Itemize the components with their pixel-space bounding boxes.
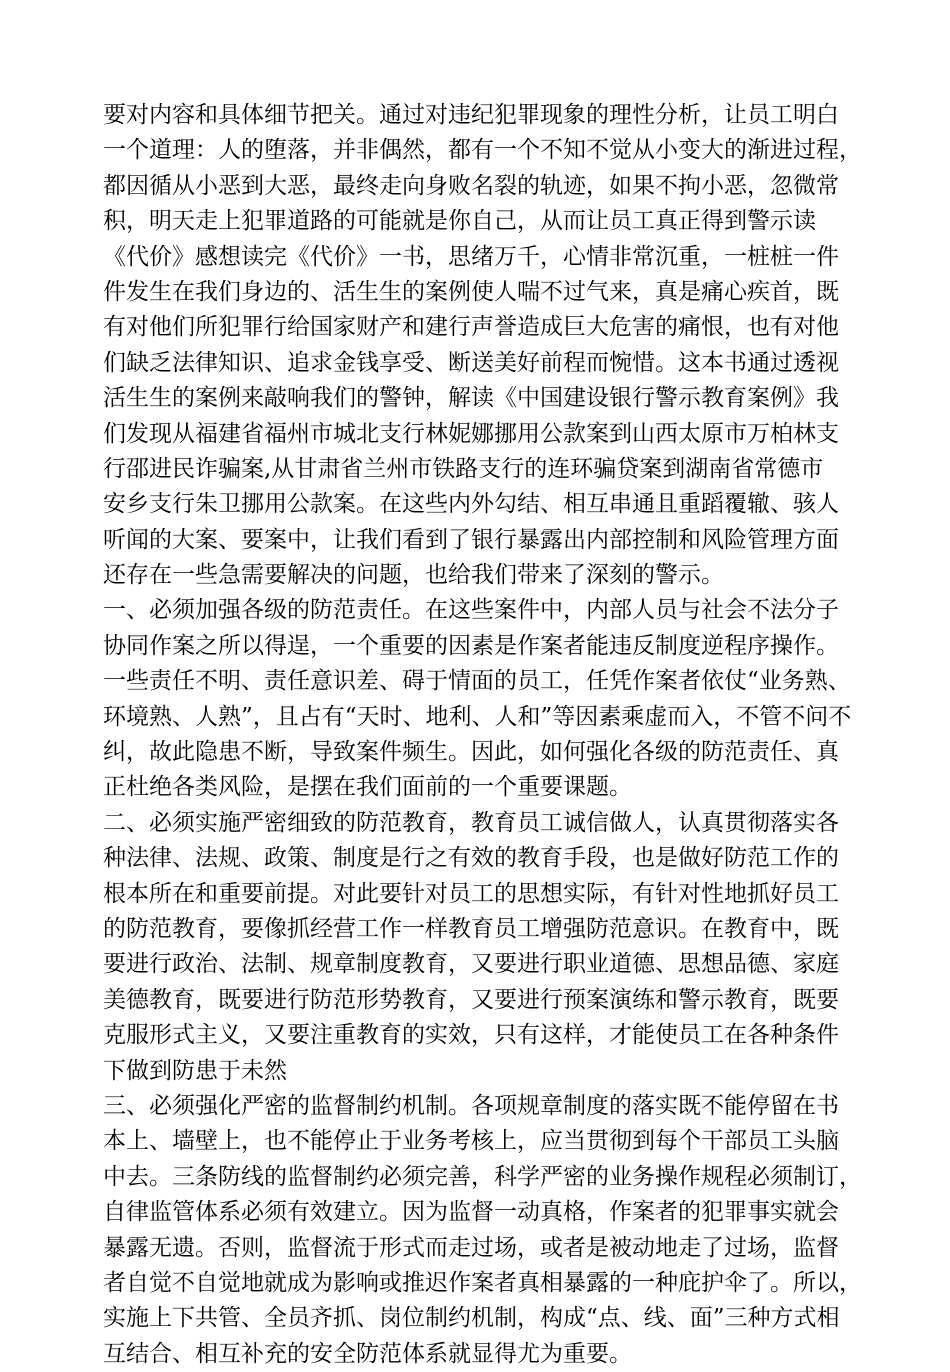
text-line: 有对他们所犯罪行给国家财产和建行声誉造成巨大危害的痛恨，也有对他 [103, 314, 839, 341]
text-line: 自律监管体系必须有效建立。因为监督一动真格，作案者的犯罪事实就会 [103, 1199, 839, 1226]
text-line: 行邵进民诈骗案,从甘肃省兰州市铁路支行的连环骗贷案到湖南省常德市 [103, 455, 824, 482]
text-line: 三、必须强化严密的监督制约机制。各项规章制度的落实既不能停留在书 [103, 1092, 839, 1119]
text-line: 正杜绝各类风险，是摆在我们面前的一个重要课题。 [103, 774, 632, 801]
text-line: 种法律、法规、政策、制度是行之有效的教育手段，也是做好防范工作的 [103, 845, 839, 872]
text-line: 们发现从福建省福州市城北支行林妮娜挪用公款案到山西太原市万柏林支 [103, 420, 839, 447]
text-line: 协同作案之所以得逞，一个重要的因素是作案者能违反制度逆程序操作。 [103, 632, 839, 659]
text-line: 者自觉不自觉地就成为影响或推迟作案者真相暴露的一种庇护伞了。所以， [103, 1269, 862, 1296]
text-line: 实施上下共管、全员齐抓、岗位制约机制，构成“点、线、面”三种方式相 [103, 1305, 840, 1332]
text-line: 都因循从小恶到大恶，最终走向身败名裂的轨迹，如果不拘小恶，忽微常 [103, 172, 839, 199]
text-line: 《代价》感想读完《代价》一书，思绪万千，心情非常沉重，一桩桩一件 [103, 243, 839, 270]
text-line: 环境熟、人熟”，且占有“天时、地利、人和”等因素乘虚而入，不管不问不 [103, 703, 852, 730]
text-line: 下做到防患于未然 [103, 1057, 287, 1084]
text-line: 积，明天走上犯罪道路的可能就是你自己，从而让员工真正得到警示读 [103, 208, 816, 235]
text-line: 听闻的大案、要案中，让我们看到了银行暴露出内部控制和风险管理方面 [103, 526, 839, 553]
text-line: 一、必须加强各级的防范责任。在这些案件中，内部人员与社会不法分子 [103, 597, 839, 624]
text-line: 活生生的案例来敲响我们的警钟，解读《中国建设银行警示教育案例》我 [103, 385, 839, 412]
text-line: 互结合、相互补充的安全防范体系就显得尤为重要。 [103, 1340, 632, 1367]
text-line: 们缺乏法律知识、追求金钱享受、断送美好前程而惋惜。这本书通过透视 [103, 349, 839, 376]
text-line: 一个道理：人的堕落，并非偶然，都有一个不知不觉从小变大的渐进过程， [103, 137, 862, 164]
text-line: 根本所在和重要前提。对此要针对员工的思想实际，有针对性地抓好员工 [103, 880, 839, 907]
text-line: 还存在一些急需要解决的问题，也给我们带来了深刻的警示。 [103, 562, 724, 589]
text-line: 要对内容和具体细节把关。通过对违纪犯罪现象的理性分析，让员工明白 [103, 102, 839, 128]
document-body [103, 98, 863, 1372]
text-line: 本上、墙壁上，也不能停止于业务考核上，应当贯彻到每个干部员工头脑 [103, 1128, 839, 1155]
text-line: 中去。三条防线的监督制约必须完善，科学严密的业务操作规程必须制订， [103, 1163, 862, 1190]
text-line: 要进行政治、法制、规章制度教育，又要进行职业道德、思想品德、家庭 [103, 951, 839, 978]
text-line: 美德教育，既要进行防范形势教育，又要进行预案演练和警示教育，既要 [103, 986, 839, 1013]
text-line: 的防范教育，要像抓经营工作一样教育员工增强防范意识。在教育中，既 [103, 915, 839, 942]
text-line: 二、必须实施严密细致的防范教育，教育员工诚信做人，认真贯彻落实各 [103, 809, 839, 836]
text-line: 安乡支行朱卫挪用公款案。在这些内外勾结、相互串通且重蹈覆辙、骇人 [103, 491, 839, 518]
text-line: 暴露无遗。否则，监督流于形式而走过场，或者是被动地走了过场，监督 [103, 1234, 839, 1261]
text-line: 一些责任不明、责任意识差、碍于情面的员工，任凭作案者依仗“业务熟、 [103, 668, 851, 695]
text-line: 克服形式主义，又要注重教育的实效，只有这样，才能使员工在各种条件 [103, 1022, 839, 1049]
text-line: 件发生在我们身边的、活生生的案例使人喘不过气来，真是痛心疾首，既 [103, 278, 839, 305]
text-line: 纠，故此隐患不断，导致案件频生。因此，如何强化各级的防范责任、真 [103, 739, 839, 766]
